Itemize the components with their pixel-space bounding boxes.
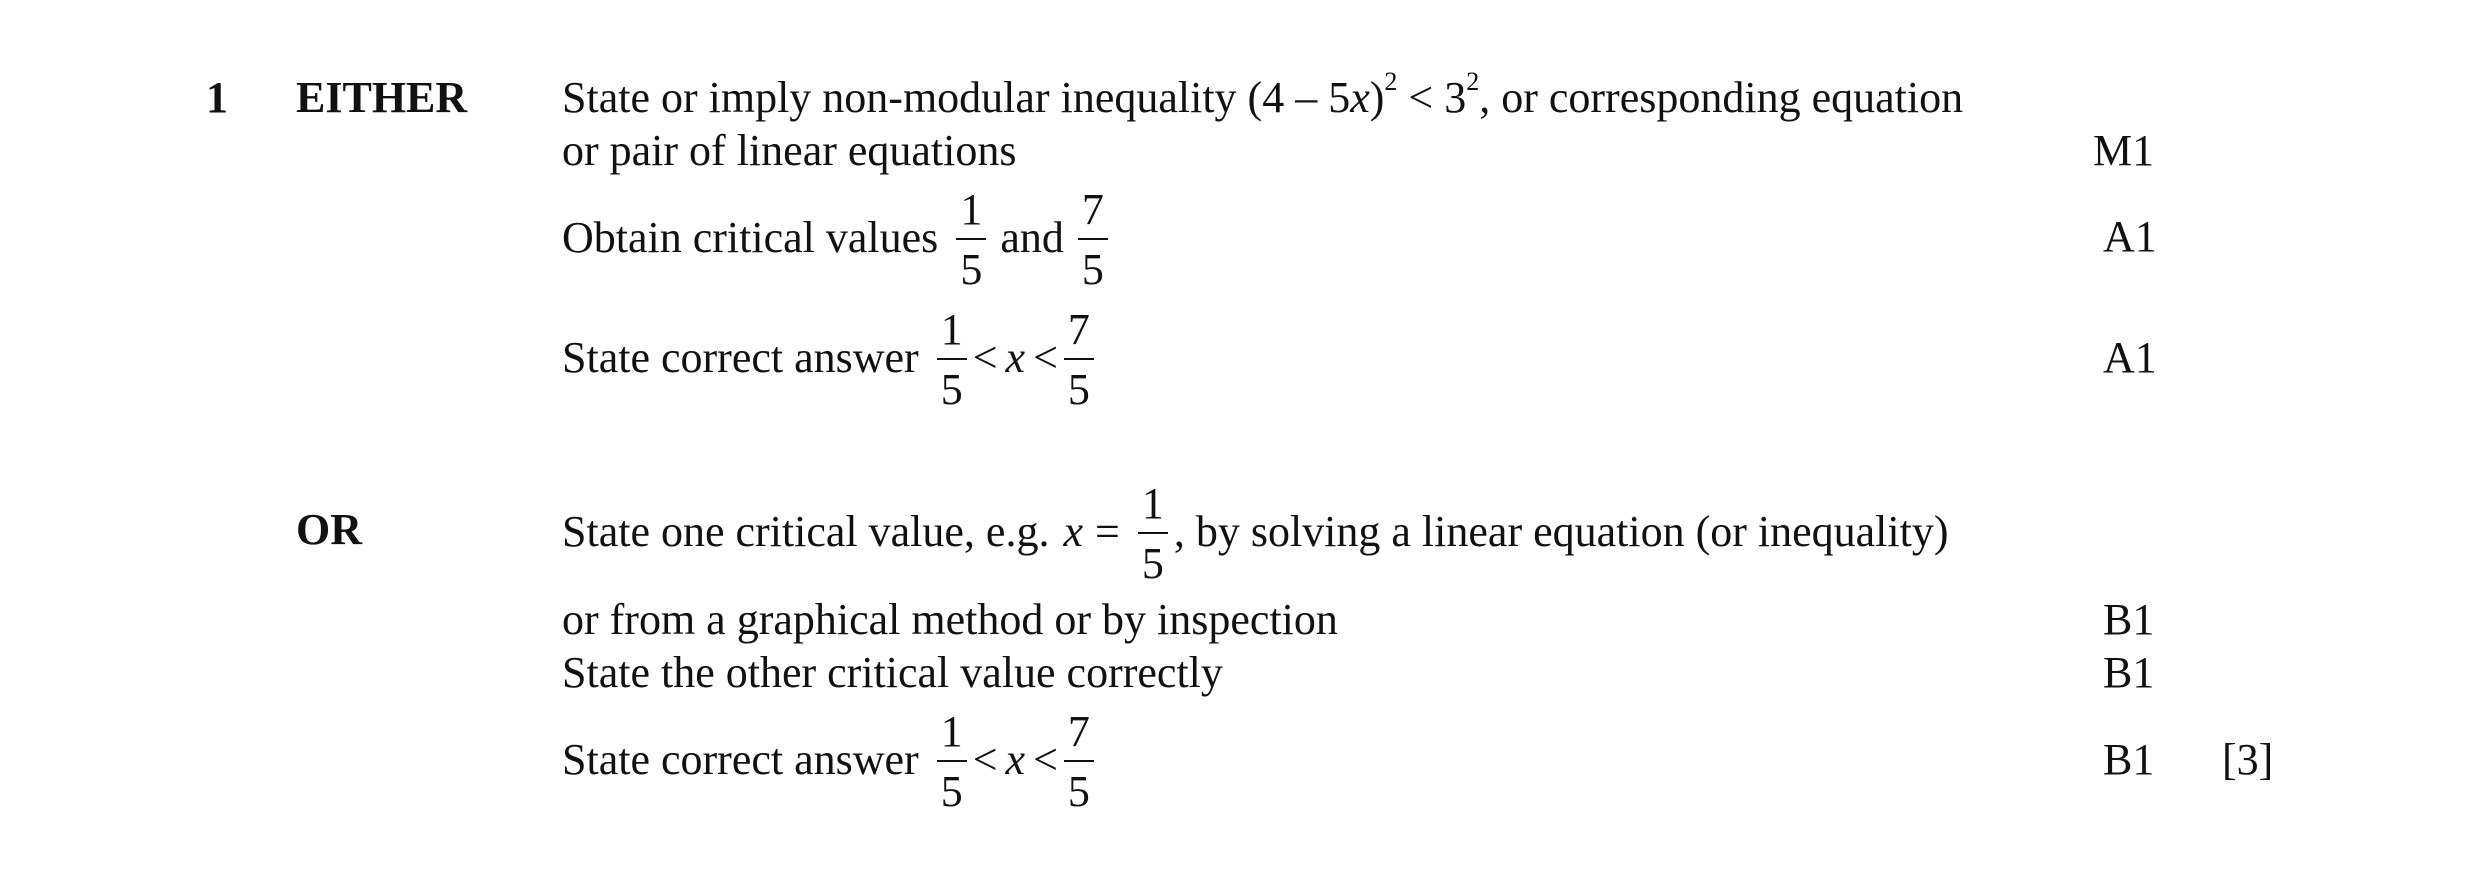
either-line4-frac2: [1064, 305, 1094, 414]
total-marks: [3]: [2222, 735, 2274, 784]
either-line3-frac1-den: 5: [960, 245, 983, 294]
either-line4: [562, 305, 1100, 414]
either-line4-var: x: [1005, 333, 1026, 382]
or-line1-frac-den: 5: [1141, 539, 1164, 588]
either-line4-frac1: [937, 305, 967, 414]
or-label: OR: [296, 505, 362, 554]
or-line4-frac2-den: 5: [1067, 767, 1090, 816]
either-line4-lt2: <: [1033, 333, 1058, 382]
or-line4-text: State correct answer: [562, 735, 919, 784]
or-line3-mark: B1: [2103, 648, 2155, 697]
either-line1-sup2: 2: [1466, 67, 1480, 96]
either-line1-close: ): [1369, 73, 1385, 122]
or-line2-mark: B1: [2103, 595, 2155, 644]
either-line1-var: x: [1350, 73, 1370, 122]
either-line3-frac2: [1078, 185, 1108, 294]
either-line3-frac1-num: 1: [956, 188, 986, 240]
either-line1-sup1: 2: [1384, 67, 1398, 96]
or-line4-var: x: [1005, 735, 1026, 784]
either-line4-mark: A1: [2103, 333, 2157, 382]
or-line2-text: or from a graphical method or by inspection: [562, 595, 1338, 644]
either-line2-mark: M1: [2093, 126, 2155, 175]
either-line3: [562, 185, 1114, 294]
or-line4-frac2: [1064, 707, 1094, 816]
or-line1: [562, 479, 1949, 588]
or-line4-frac1: [937, 707, 967, 816]
either-line1-after: , or corresponding equation: [1479, 73, 1964, 122]
either-line4-frac2-num: 7: [1064, 308, 1094, 360]
either-line4-frac1-num: 1: [937, 308, 967, 360]
or-line1-frac-num: 1: [1138, 482, 1168, 534]
either-line3-frac2-num: 7: [1078, 188, 1108, 240]
or-line1-before: State one critical value, e.g.: [562, 507, 1050, 556]
either-line3-text: Obtain critical values: [562, 213, 939, 262]
either-line3-frac1: [956, 185, 986, 294]
either-line3-frac2-den: 5: [1081, 245, 1104, 294]
or-line3-text: State the other critical value correctly: [562, 648, 1223, 697]
either-line1-before: State or imply non-modular inequality (4 – 5: [562, 73, 1351, 122]
or-line4-lt1: <: [972, 735, 998, 784]
either-line3-mark: A1: [2103, 212, 2157, 261]
either-line4-frac2-den: 5: [1067, 365, 1090, 414]
or-line4-frac2-num: 7: [1064, 710, 1094, 762]
or-line4-lt2: <: [1033, 735, 1058, 784]
or-line1-after: , by solving a linear equation (or inequality): [1173, 507, 1949, 556]
or-line4-frac1-den: 5: [940, 767, 963, 816]
or-line4-frac1-num: 1: [937, 710, 967, 762]
either-line1: [562, 67, 1964, 122]
or-line1-frac: [1138, 479, 1168, 588]
either-line2-text: or pair of linear equations: [562, 126, 1017, 175]
or-line4-mark: B1: [2103, 735, 2155, 784]
either-line3-and: and: [1000, 213, 1064, 262]
either-line4-text: State correct answer: [562, 333, 919, 382]
or-line1-var: x: [1063, 507, 1083, 556]
either-line4-lt1: <: [972, 333, 998, 382]
either-line1-mid: < 3: [1397, 73, 1467, 122]
or-line4: [562, 707, 1100, 816]
question-number: 1: [206, 73, 228, 122]
or-line1-eq: =: [1095, 507, 1120, 556]
either-label: EITHER: [296, 73, 468, 122]
either-line4-frac1-den: 5: [940, 365, 963, 414]
